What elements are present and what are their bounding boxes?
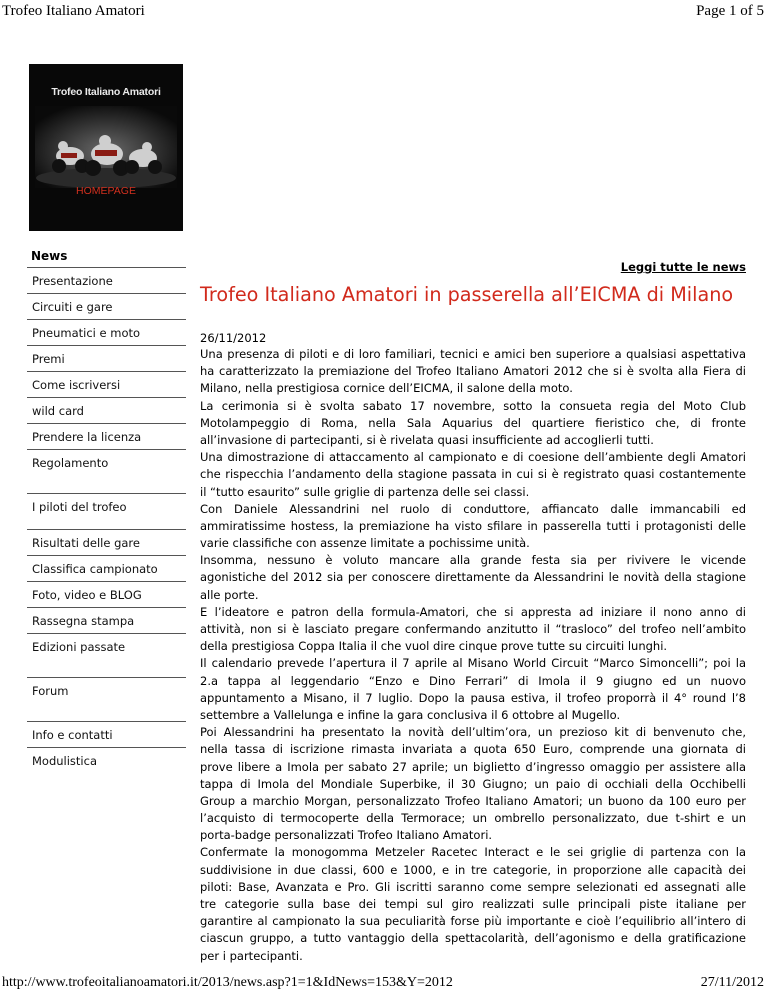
article-line: appuntamento a Misano, il 7 luglio. Dopo la pausa estiva, il trofeo proporrà il 4° round l’8	[200, 690, 746, 705]
article-line: per i partecipanti.	[200, 948, 303, 963]
sidebar-item-label: Rassegna stampa	[32, 614, 135, 628]
article-date: 26/11/2012	[200, 331, 267, 345]
article-line: il “tutto esaurito” sulle griglie di partenza delle sei classi.	[200, 484, 530, 499]
article-line: Con Daniele Alessandrini nel ruolo di conduttore, affiancato dalle immancabili ed	[200, 501, 746, 516]
sidebar-item-classifica[interactable]	[27, 555, 186, 582]
sidebar-item-risultati[interactable]	[27, 529, 186, 556]
article-line: ha caratterizzato la premiazione del Trofeo Italiano Amatori 2012 che si è svolta alla Fiera di	[200, 364, 746, 379]
article-line: porta-badge personalizzati Trofeo Italiano Amatori.	[200, 828, 493, 843]
sidebar-item-regolamento[interactable]	[27, 449, 186, 476]
sidebar-item-licenza[interactable]	[27, 423, 186, 450]
sidebar-item-circuiti[interactable]	[27, 293, 186, 320]
article-line: La cerimonia si è svolta sabato 17 novembre, sotto la consueta regia del Moto Club	[200, 398, 746, 413]
print-header-title: Trofeo Italiano Amatori	[2, 3, 145, 19]
print-header-page: Page 1 of 5	[696, 3, 764, 19]
sidebar-item-label: Risultati delle gare	[32, 536, 140, 550]
motorcycle-racers-image	[35, 106, 177, 188]
article-line: suddivisione in due classi, 600 e 1000, e in tre categorie, in proporzione alle capacità dei	[200, 862, 746, 877]
article-line: Una presenza di piloti e di loro familiari, tecnici e amici ben superiore a qualsiasi aspettativa	[200, 347, 746, 361]
sidebar-item-label: Edizioni passate	[32, 640, 126, 654]
sidebar-item-wild-card[interactable]	[27, 397, 186, 424]
article-line: varie classifiche con assenze limitate a pochissime unità.	[200, 536, 530, 551]
article-line: agonistiche del 2012 sia per conoscere direttamente da Alessandrini le novità della stagione	[200, 570, 746, 585]
article-line: settembre a Vallelunga e infine la gara conclusiva il 6 ottobre al Mugello.	[200, 707, 621, 722]
sidebar-item-label: Come iscriversi	[32, 378, 121, 392]
article-line: Milano, nella prestigiosa cornice dell’EICMA, il salone della moto.	[200, 381, 573, 396]
sidebar-item-label: Circuiti e gare	[32, 300, 113, 314]
homepage-link[interactable]: HOMEPAGE	[76, 185, 136, 197]
article-line: Group a marchio Morgan, personalizzato Trofeo Italiano Amatori; un buono da 100 euro per	[200, 793, 746, 808]
sidebar-item-edizioni-passate[interactable]	[27, 633, 186, 660]
sidebar-item-premi[interactable]	[27, 345, 186, 372]
article-line: tappa di Imola del Mondiale Superbike, il 30 Giugno; un paio di occhiali della Occhibelli	[200, 776, 746, 791]
article-line: attività, non si è lasciato pregare confermando anzitutto il “trasloco” del trofeo nell’ambito	[200, 622, 746, 636]
homepage-banner[interactable]	[29, 64, 183, 231]
banner-title: Trofeo Italiano Amatori	[51, 86, 161, 98]
article-line: Poi Alessandrini ha presentato la novità dell’ultim’ora, un prezioso kit di benvenuto che,	[200, 725, 746, 740]
sidebar-item-label: Modulistica	[32, 754, 98, 768]
article-line: Il calendario prevede l’apertura il 7 aprile al Misano World Circuit “Marco Simoncelli”; poi la	[200, 656, 746, 671]
sidebar-item-rassegna-stampa[interactable]	[27, 607, 186, 634]
article-line: E l’ideatore e patron della formula-Amatori, che si appresta ad iniziare il nono anno di	[200, 604, 746, 619]
sidebar-item-info-contatti[interactable]	[27, 721, 186, 748]
sidebar-item-modulistica[interactable]	[27, 747, 186, 774]
article-line: della prestigiosa Coppa Italia il che vuol dire cinque prove tutte su circuiti lunghi.	[200, 639, 668, 654]
sidebar-item-pneumatici[interactable]	[27, 319, 186, 346]
sidebar-item-label: Info e contatti	[32, 728, 113, 742]
print-footer-date: 27/11/2012	[700, 975, 764, 990]
sidebar-item-label: Regolamento	[32, 456, 109, 470]
sidebar-item-piloti[interactable]	[27, 493, 186, 520]
sidebar-item-forum[interactable]	[27, 677, 186, 704]
article-line: 2.a tappa al leggendario “Enzo e Dino Ferrari” di Imola il 9 giugno ed un nuovo	[200, 673, 746, 688]
article-line: ciascun gruppo, a tutto vantaggio della spettacolarità, dell’agonismo e della gratificazione	[200, 931, 746, 946]
sidebar-item-label: wild card	[32, 404, 84, 418]
article-line: all’invasione di partecipanti, si è rivelata quasi insufficiente ad accoglierli tutti.	[200, 432, 654, 447]
sidebar-item-label: Presentazione	[32, 274, 113, 288]
article-line: Motolampeggio di Roma, nella Sala Aquarius del quartiere fieristico che, di fronte	[200, 415, 746, 430]
article-line: prove libere a Imola per sabato 27 aprile; un biglietto d’ingresso omaggio per assistere alla	[200, 759, 746, 774]
article-line: garantire al campionato la sua peculiarità forse più importante e cioè l’equilibrio all’intero di	[200, 914, 746, 929]
article-line: ammiratissime hostess, la premiazione ha visto sfilare in passerella tutti i protagonisti delle	[200, 518, 746, 533]
article-line: che rispecchia l’andamento della stagione passata in cui si è registrato quasi costantemente	[200, 467, 746, 482]
article-line: alle porte.	[200, 587, 259, 602]
article-line: nella tassa di iscrizione rimasta invariata a quota 650 Euro, comprende una giornata di	[200, 742, 746, 757]
sidebar-item-label: Classifica campionato	[32, 562, 158, 576]
sidebar-item-label: Foto, video e BLOG	[32, 588, 142, 602]
article-line: Confermate la monogomma Metzeler Racetec Interact e le sei griglie di partenza con la	[200, 845, 746, 860]
article-line: piloti: Base, Avanzata e Pro. Gli iscritti saranno come sempre selezionati ed assegnati alle	[200, 879, 746, 894]
article-body	[200, 346, 746, 965]
article-line: Insomma, nessuno è voluto mancare alla grande festa sia per rivivere le vicende	[200, 553, 746, 568]
sidebar-item-label: Prendere la licenza	[32, 430, 142, 444]
sidebar-item-label: Forum	[32, 684, 69, 698]
sidebar-item-label: I piloti del trofeo	[32, 500, 127, 514]
sidebar-item-label: Pneumatici e moto	[32, 326, 141, 340]
sidebar-item-come-iscriversi[interactable]	[27, 371, 186, 398]
article-line: Una dimostrazione di attaccamento al campionato e di coesione dell’ambiente degli Amatori	[200, 450, 746, 465]
sidebar-item-foto-video-blog[interactable]	[27, 581, 186, 608]
sidebar-heading-news[interactable]: News	[31, 249, 68, 263]
article-line: tre categorie sulla base dei tempi sul giro realizzati sulle principali piste italiane per	[200, 897, 746, 911]
sidebar-item-label: Premi	[32, 352, 65, 366]
article-line: l’acquisto di termocoperte della Termorace; un ombrello personalizzato, due t-shirt e un	[200, 811, 746, 826]
sidebar-item-presentazione[interactable]	[27, 267, 186, 294]
print-footer-url: http://www.trofeoitalianoamatori.it/2013/news.asp?1=1&IdNews=153&Y=2012	[2, 975, 453, 990]
article-title: Trofeo Italiano Amatori in passerella all’EICMA di Milano	[200, 283, 734, 306]
read-all-news-link[interactable]: Leggi tutte le news	[620, 260, 746, 274]
